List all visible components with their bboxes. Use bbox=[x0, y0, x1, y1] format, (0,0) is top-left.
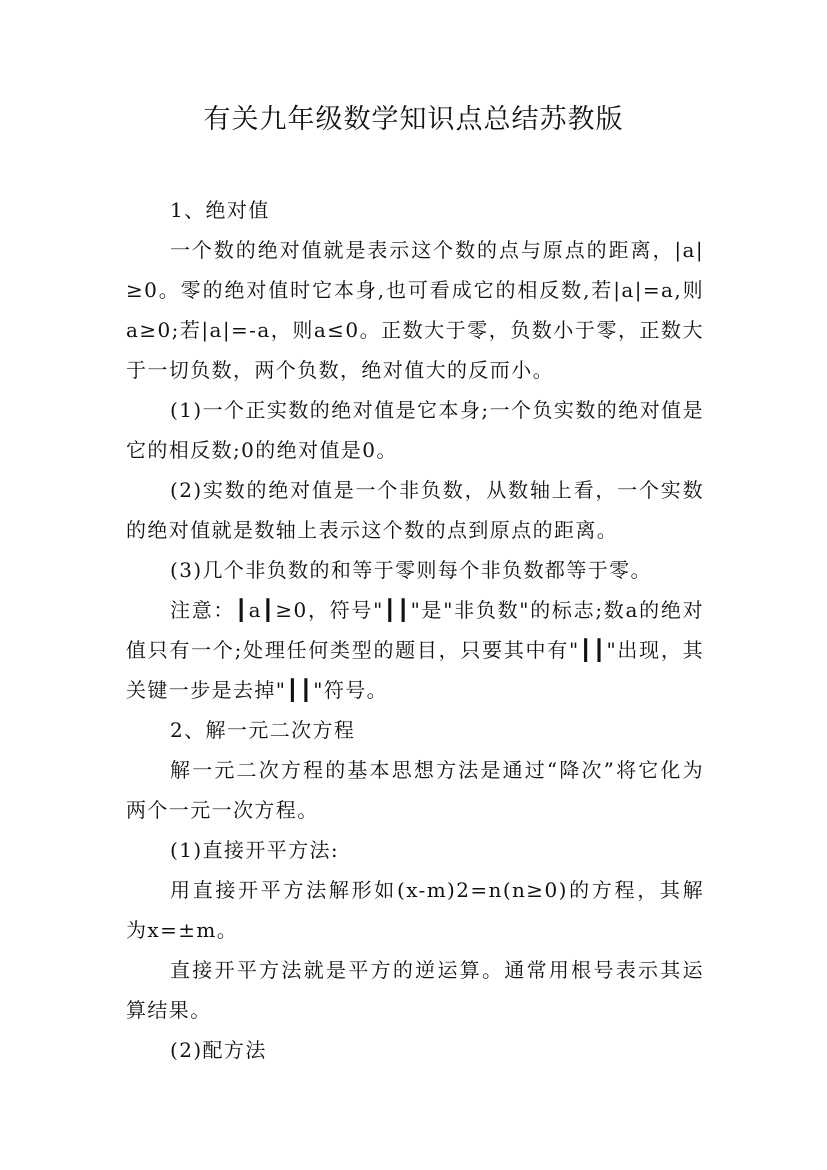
paragraph-quadratic-method: 解一元二次方程的基本思想方法是通过“降次”将它化为两个一元一次方程。 bbox=[126, 758, 704, 822]
subheading-completing-square: (2)配方法 bbox=[170, 1038, 267, 1062]
document-title: 有关九年级数学知识点总结苏教版 bbox=[203, 104, 624, 135]
subheading-direct-square-root: (1)直接开平方法: bbox=[170, 838, 340, 862]
paragraph-absolute-value-rule-3: (3)几个非负数的和等于零则每个非负数都等于零。 bbox=[170, 558, 652, 582]
paragraph-absolute-value-definition: 一个数的绝对值就是表示这个数的点与原点的距离，|a|≥0。零的绝对值时它本身,也可看成它的相反数,若|a|=a,则a≥0;若|a|=-a，则a≤0。正数大于零，负数小于零，正数大于一切负数，两个负数，绝对值大的反而小。 bbox=[126, 238, 704, 382]
paragraph-absolute-value-rule-2: (2)实数的绝对值是一个非负数，从数轴上看，一个实数的绝对值就是数轴上表示这个数的点到原点的距离。 bbox=[126, 478, 704, 542]
paragraph-absolute-value-rule-1: (1)一个正实数的绝对值是它本身;一个负实数的绝对值是它的相反数;0的绝对值是0。 bbox=[126, 398, 704, 462]
paragraph-direct-square-root-form: 用直接开平方法解形如(x-m)2=n(n≥0)的方程，其解为x=±m。 bbox=[126, 878, 704, 942]
document-body bbox=[126, 190, 704, 1070]
paragraph-absolute-value-note: 注意：┃a┃≥0，符号"┃┃"是"非负数"的标志;数a的绝对值只有一个;处理任何类型的题目，只要其中有"┃┃"出现，其关键一步是去掉"┃┃"符号。 bbox=[126, 598, 704, 702]
paragraph-direct-square-root-explanation: 直接开平方法就是平方的逆运算。通常用根号表示其运算结果。 bbox=[126, 958, 704, 1022]
section-heading-quadratic-equation: 2、解一元二次方程 bbox=[170, 718, 356, 742]
section-heading-absolute-value: 1、绝对值 bbox=[170, 198, 270, 222]
